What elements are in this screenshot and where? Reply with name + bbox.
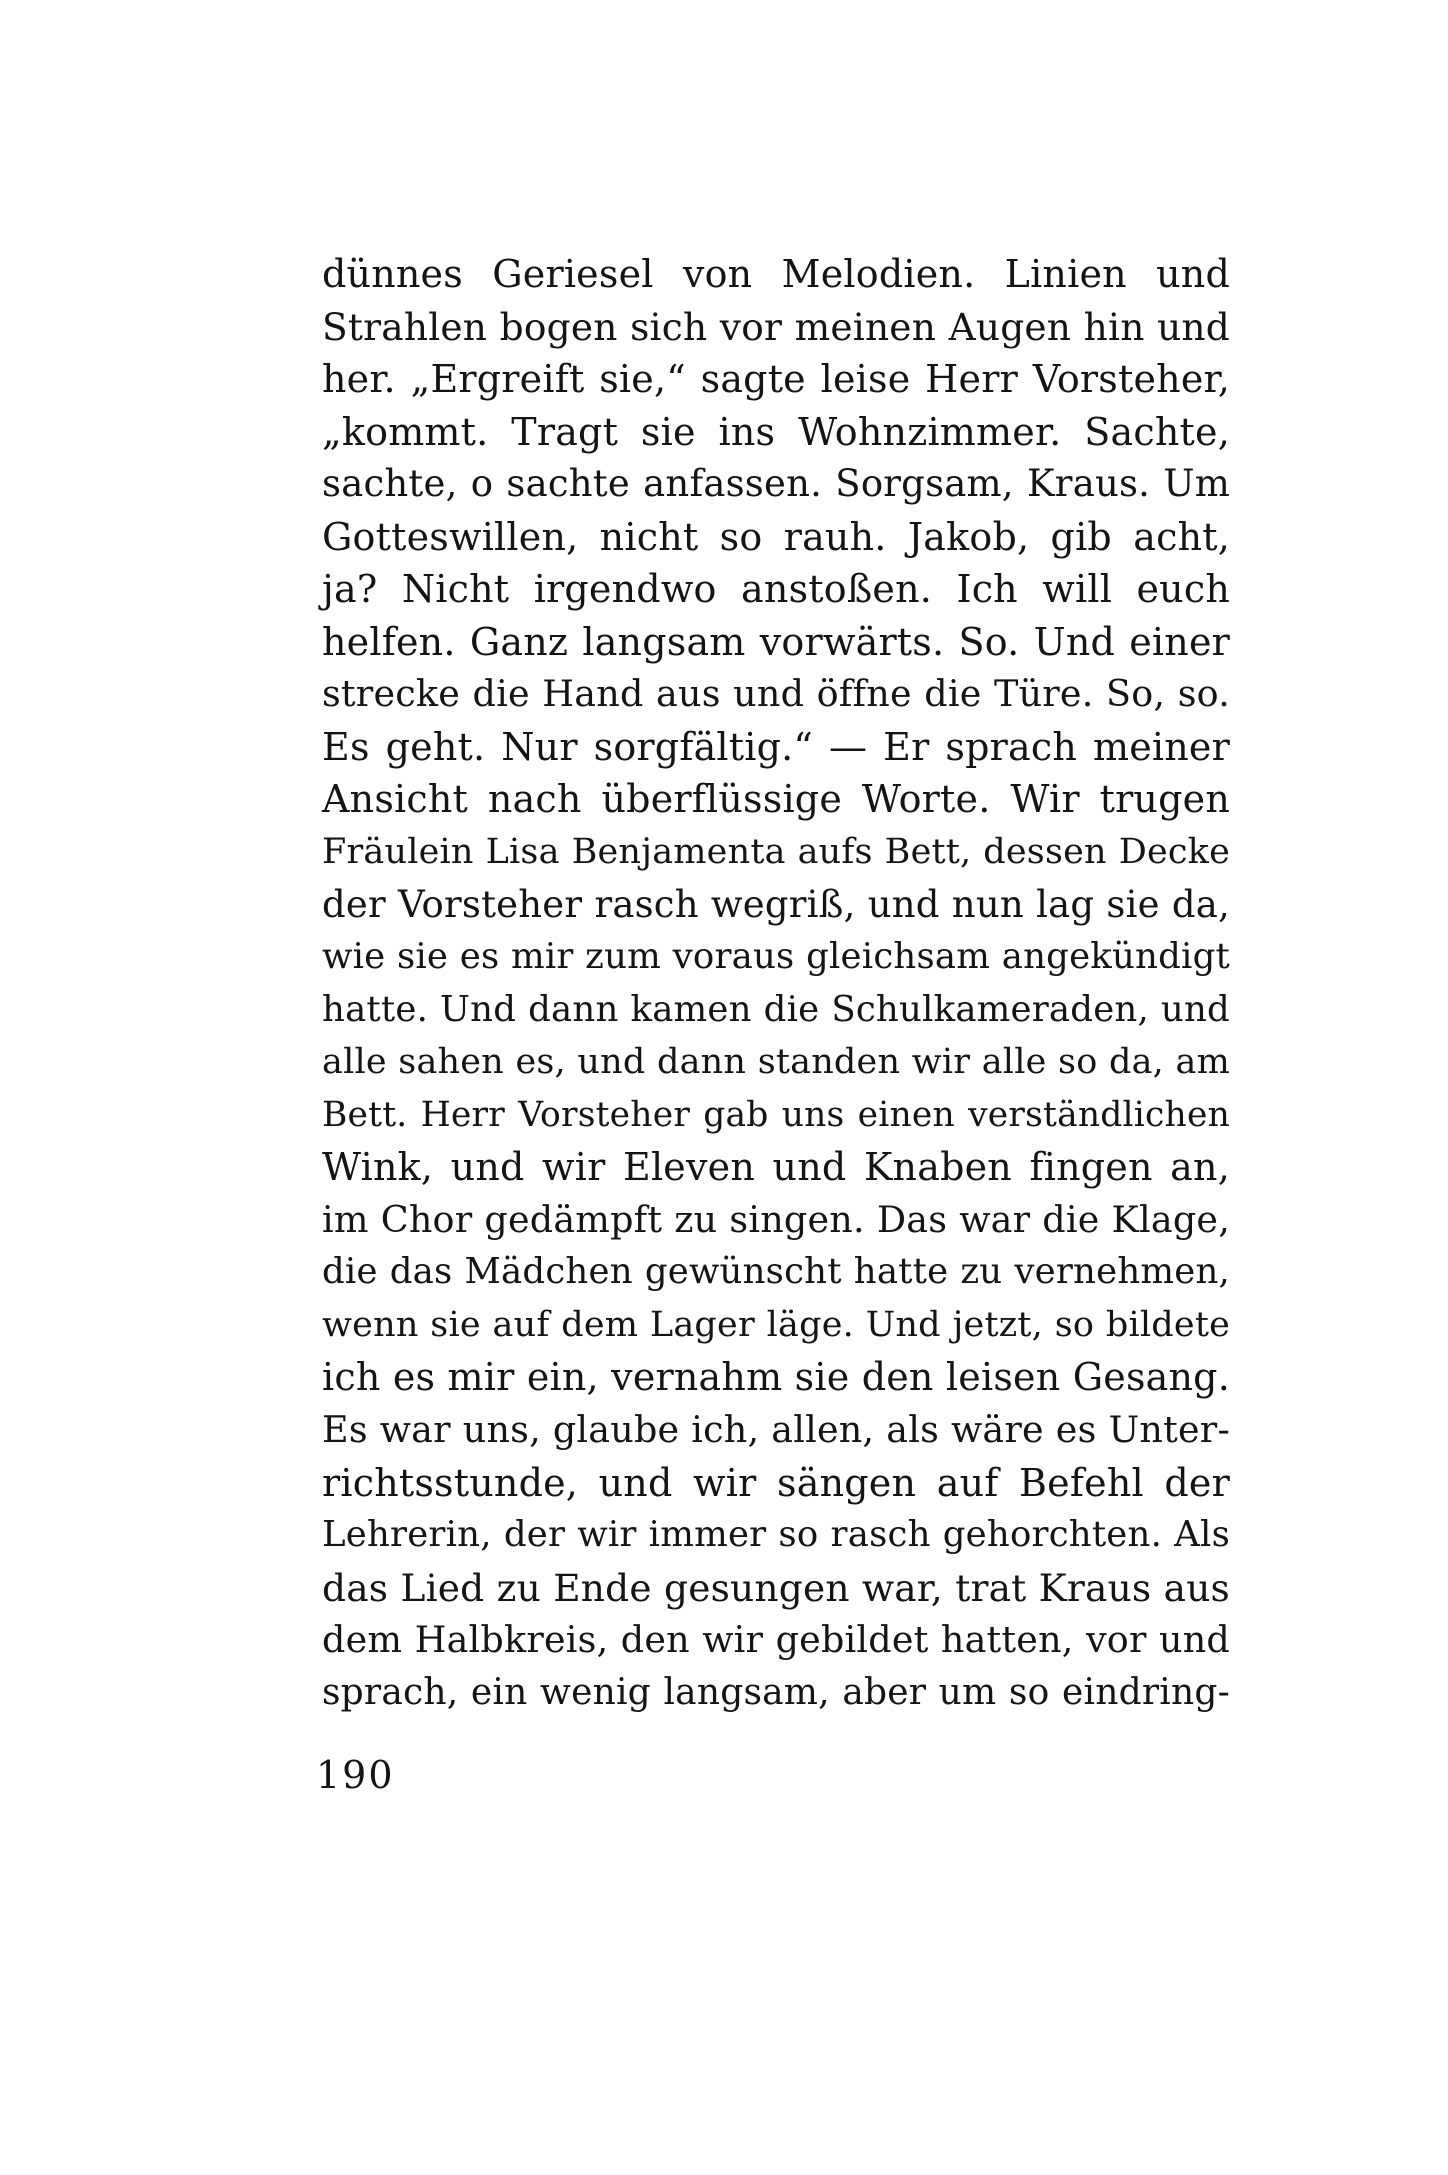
page-number: 190 — [316, 1753, 395, 1797]
text-line: sprach, ein wenig langsam, aber um so eindring- — [322, 1671, 1230, 1713]
text-line: das Lied zu Ende gesungen war, trat Kraus aus — [322, 1565, 1230, 1610]
text-line: der Vorsteher rasch wegriß, und nun lag sie da, — [322, 882, 1230, 926]
text-line: dem Halbkreis, den wir gebildet hatten, vor und — [322, 1618, 1230, 1662]
text-line: helfen. Ganz langsam vorwärts. So. Und einer — [322, 619, 1230, 664]
text-line: dünnes Geriesel von Melodien. Linien und — [322, 252, 1230, 296]
text-line: hatte. Und dann kamen die Schulkameraden, und — [322, 988, 1230, 1030]
body-text — [322, 248, 1230, 1719]
text-line: sachte, o sachte anfassen. Sorgsam, Kraus. Um — [322, 462, 1230, 506]
text-line: wie sie es mir zum voraus gleichsam angekündigt — [322, 936, 1230, 978]
text-line: im Chor gedämpft zu singen. Das war die Klage, — [322, 1197, 1230, 1241]
text-line: Bett. Herr Vorsteher gab uns einen verständlichen — [322, 1094, 1230, 1135]
text-line: her. „Ergreift sie,“ sagte leise Herr Vorsteher, — [322, 357, 1230, 402]
text-line: Strahlen bogen sich vor meinen Augen hin und — [322, 304, 1230, 349]
text-line: wenn sie auf dem Lager läge. Und jetzt, so bildete — [322, 1304, 1230, 1345]
text-line: strecke die Hand aus und öffne die Türe. So, so. — [322, 672, 1230, 716]
text-line: Es geht. Nur sorgfältig.“ — Er sprach meiner — [322, 724, 1230, 769]
text-line: Es war uns, glaube ich, allen, als wäre es Unter- — [322, 1408, 1230, 1452]
text-line: richtsstunde, und wir sängen auf Befehl der — [322, 1460, 1230, 1505]
text-line: Ansicht nach überflüssige Worte. Wir trugen — [322, 777, 1230, 822]
text-line: ich es mir ein, vernahm sie den leisen Gesang. — [322, 1355, 1230, 1400]
text-line: ja? Nicht irgendwo anstoßen. Ich will euch — [322, 567, 1230, 612]
text-line: die das Mädchen gewünscht hatte zu vernehmen, — [322, 1251, 1230, 1293]
text-line: Lehrerin, der wir immer so rasch gehorchten. Als — [322, 1514, 1230, 1556]
text-line: alle sahen es, und dann standen wir alle so da, am — [322, 1042, 1230, 1083]
text-line: Gotteswillen, nicht so rauh. Jakob, gib acht, — [322, 514, 1230, 559]
text-line: Wink, und wir Eleven und Knaben fingen an, — [322, 1145, 1230, 1190]
text-line: Fräulein Lisa Benjamenta aufs Bett, dessen Decke — [322, 832, 1230, 873]
text-line: „kommt. Tragt sie ins Wohnzimmer. Sachte, — [322, 409, 1230, 454]
